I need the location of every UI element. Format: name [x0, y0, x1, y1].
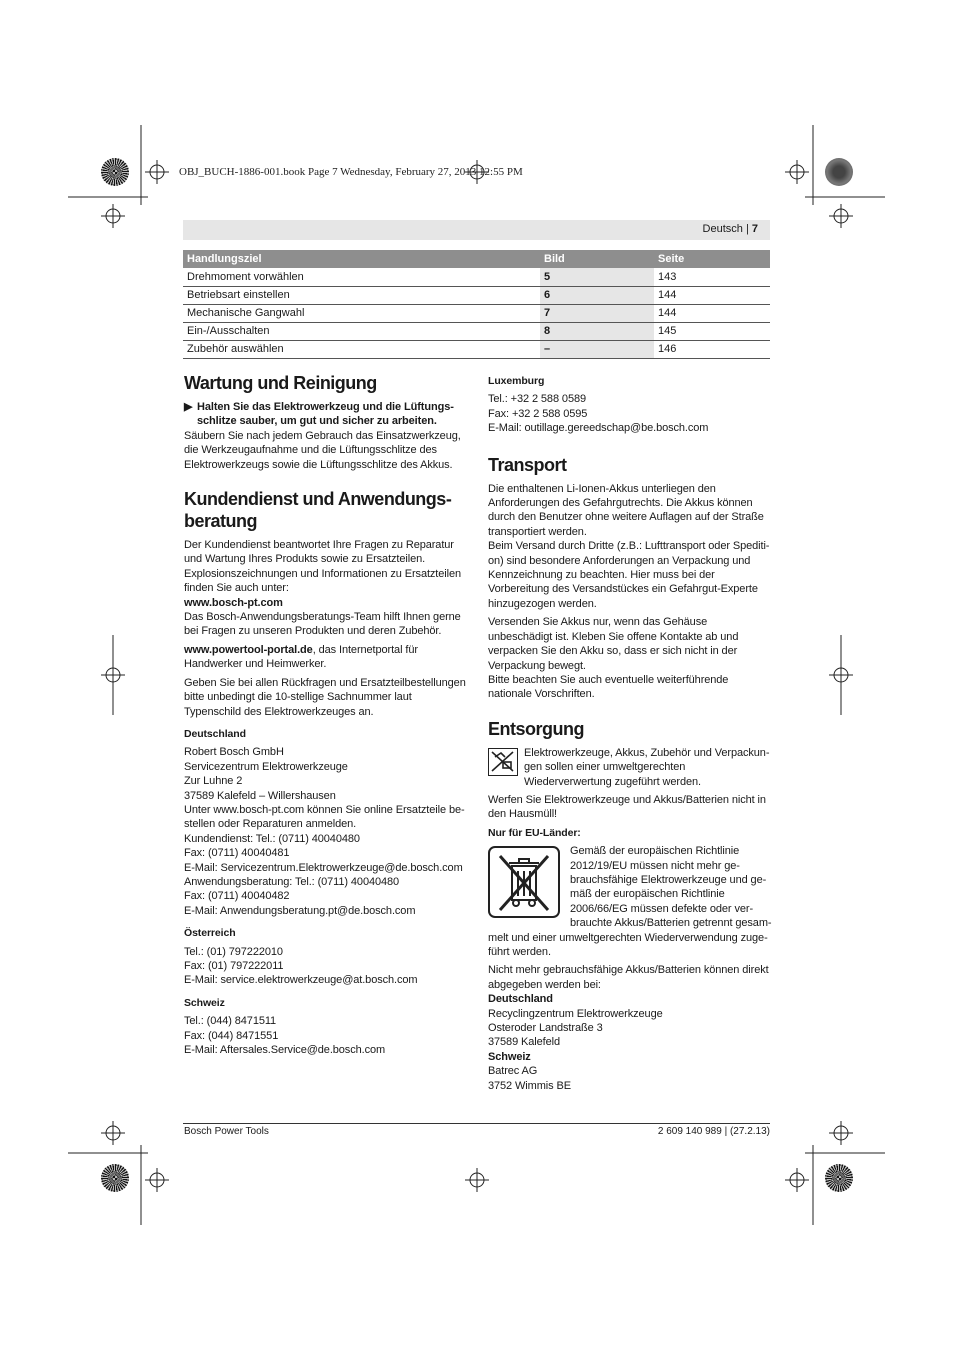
table-cell-page: 146	[654, 340, 770, 358]
footer-doc-number: 2 609 140 989 | (27.2.13)	[657, 1126, 770, 1137]
address-line: Batrec AG	[488, 1065, 538, 1078]
action-table	[183, 250, 770, 359]
address-line: Fax: +32 2 588 0595	[488, 407, 588, 420]
paragraph: Gemäß der europäischen Richtlinie 2012/19/EU müssen nicht mehr gebrauchsfähige Elektrowerkzeuge und gemäß der europäischen Richtlinie 2006/66/EG müssen defekte oder verbrauchte Akkus/Batterien getrennt gesammelt und einer umweltgerechten Wiederverwendung zugeführt werden.	[488, 845, 772, 958]
table-cell-figure: 8	[540, 322, 654, 340]
link-bosch-pt[interactable]: www.bosch-pt.com	[184, 596, 283, 609]
address-line: 37589 Kalefeld – Willershausen	[184, 789, 336, 802]
address-line: Tel.: (044) 8471511	[184, 1015, 277, 1028]
table-cell-page: 145	[654, 322, 770, 340]
section-title-disposal: Entsorgung	[488, 718, 584, 739]
table-cell-goal: Drehmoment vorwählen	[183, 268, 540, 286]
table-cell-page: 144	[654, 304, 770, 322]
address-line: Zur Luhne 2	[184, 775, 243, 788]
paragraph: Bitte beachten Sie auch eventuelle weiterführende nationale Vorschriften.	[488, 673, 729, 701]
address-line: 3752 Wimmis BE	[488, 1079, 571, 1092]
eu-notice	[488, 844, 772, 959]
address-line: 37589 Kalefeld	[488, 1036, 560, 1049]
table-header-cell: Bild	[540, 250, 654, 268]
table-cell-figure: 6	[540, 286, 654, 304]
triangle-right-icon: ▶	[184, 401, 193, 413]
table-row	[183, 268, 770, 286]
page-number: 7	[751, 223, 758, 235]
address-line: Fax: (01) 797222011	[184, 960, 284, 972]
address-line: E-Mail: Aftersales.Service@de.bosch.com	[184, 1044, 386, 1057]
address-line: E-Mail: outillage.gereedschap@be.bosch.com	[488, 422, 709, 435]
table-cell-page: 143	[654, 268, 770, 286]
paragraph: Der Kundendienst beantwortet Ihre Fragen zu Reparatur und Wartung Ihres Produkts sowie zu Ersatzteilen. Explosionszeichnungen und Informationen zu Ersatzteilen finden Sie auch unter:	[184, 539, 462, 595]
footer-divider	[183, 1123, 770, 1124]
table-cell-goal: Ein-/Ausschalten	[183, 322, 540, 340]
country-title-luxembourg: Luxemburg	[488, 375, 545, 387]
address-line: Kundendienst: Tel.: (0711) 40040480	[184, 832, 360, 845]
paragraph: Nicht mehr gebrauchsfähige Akkus/Batterien können direkt abgegeben werden bei:	[488, 964, 769, 991]
paragraph: Das Bosch-Anwendungsberatungs-Team hilft Ihnen gerne bei Fragen zu unseren Produkten und deren Zubehör.	[184, 611, 461, 638]
file-info: OBJ_BUCH-1886-001.book Page 7 Wednesday, February 27, 2013 12:55 PM	[179, 166, 523, 178]
table-row	[183, 304, 770, 322]
country-title-austria: Österreich	[184, 927, 236, 940]
table-cell-figure: 5	[540, 268, 654, 286]
table-header-row	[183, 250, 770, 268]
address-line: Fax: (0711) 40040482	[184, 890, 290, 903]
paragraph: Versenden Sie Akkus nur, wenn das Gehäuse unbeschädigt ist. Kleben Sie offene Kontakte ab und verpacken Sie den Akku so, dass er sich nicht in der Verpackung bewegt.	[488, 616, 739, 672]
address-line: Servicezentrum Elektrowerkzeuge	[184, 760, 348, 773]
address-line: Anwendungsberatung: Tel.: (0711) 40040480	[184, 875, 400, 888]
disposal-notice	[488, 746, 772, 793]
table-row	[183, 286, 770, 304]
address-line: Fax: (044) 8471551	[184, 1029, 279, 1042]
address-line: Osteroder Landstraße 3	[488, 1022, 603, 1035]
paragraph: Säubern Sie nach jedem Gebrauch das Einsatzwerkzeug, die Werkzeugaufnahme und die Lüftungsschlitze des Elektrowerkzeugs sowie die Lüftungsschlitze des Akkus.	[184, 429, 461, 471]
address-line: E-Mail: service.elektrowerkzeuge@at.bosch.com	[184, 974, 418, 987]
section-title-maintenance: Wartung und Reinigung	[184, 373, 377, 393]
page-header	[183, 220, 770, 240]
table-row	[183, 340, 770, 358]
paragraph: Elektrowerkzeuge, Akkus, Zubehör und Verpackungen sollen einer umweltgerechten Wiederverwertung zugeführt werden.	[524, 746, 770, 788]
table-header-cell: Seite	[654, 250, 770, 268]
paragraph: Beim Versand durch Dritte (z.B.: Lufttransport oder Spedition) sind besondere Anforderungen an Verpackung und Kennzeichnung zu beachten. Hier muss bei der Vorbereitung des Versandstückes ein Gefahrgut-Experte hinzugezogen werden.	[488, 540, 770, 610]
country-title-switzerland: Schweiz	[184, 996, 225, 1009]
paragraph	[184, 643, 466, 672]
country-title-germany: Deutschland	[184, 727, 246, 740]
recycler-title-switzerland: Schweiz	[488, 1050, 531, 1063]
left-column	[184, 372, 466, 1057]
table-cell-page: 144	[654, 286, 770, 304]
page-header-label: Deutsch | 7	[702, 223, 758, 235]
address-line: Robert Bosch GmbH	[184, 746, 284, 759]
crossed-bin-icon	[488, 846, 560, 918]
paragraph: Geben Sie bei allen Rückfragen und Ersatzteilbestellungen bitte unbedingt die 10-stellige Sachnummer laut Typenschild des Elektrowerkzeuges an.	[184, 676, 466, 718]
section-title-transport: Transport	[488, 454, 567, 475]
table-header-cell: Handlungsziel	[183, 250, 540, 268]
paragraph-text: , das Internetportal für Handwerker und Heimwerker.	[184, 643, 418, 671]
warning-bullet	[184, 400, 466, 429]
section-title-service: Kundendienst und Anwendungsberatung	[184, 489, 452, 532]
language-label: Deutsch	[702, 223, 743, 235]
link-powertool-portal[interactable]: www.powertool-portal.de	[184, 643, 313, 656]
table-row	[183, 322, 770, 340]
address-line: Tel.: +32 2 588 0589	[488, 393, 586, 406]
paragraph: Werfen Sie Elektrowerkzeuge und Akkus/Batterien nicht in den Hausmüll!	[488, 793, 766, 821]
right-column	[488, 372, 772, 1093]
recycler-title-germany: Deutschland	[488, 993, 553, 1006]
table-cell-goal: Betriebsart einstellen	[183, 286, 540, 304]
address-line: E-Mail: Servicezentrum.Elektrowerkzeuge@de.bosch.com	[184, 861, 463, 874]
address-line: Recyclingzentrum Elektrowerkzeuge	[488, 1007, 663, 1020]
address-line: Unter www.bosch-pt.com können Sie online Ersatzteile bestellen oder Reparaturen anmelden.	[184, 803, 465, 831]
footer-brand: Bosch Power Tools	[184, 1126, 269, 1137]
warning-text: Halten Sie das Elektrowerkzeug und die Lüftungsschlitze sauber, um gut und sicher zu arbeiten.	[197, 401, 454, 428]
table-cell-figure: 7	[540, 304, 654, 322]
table-cell-goal: Mechanische Gangwahl	[183, 304, 540, 322]
table-cell-figure: –	[540, 340, 654, 358]
eu-title: Nur für EU-Länder:	[488, 826, 581, 839]
address-line: E-Mail: Anwendungsberatung.pt@de.bosch.com	[184, 904, 416, 917]
address-line: Fax: (0711) 40040481	[184, 847, 290, 860]
table-cell-goal: Zubehör auswählen	[183, 340, 540, 358]
recycle-tool-icon	[488, 748, 518, 776]
address-line: Tel.: (01) 797222010	[184, 945, 283, 958]
paragraph: Die enthaltenen Li-Ionen-Akkus unterliegen den Anforderungen des Gefahrgutrechts. Die Akkus können durch den Benutzer ohne weitere Auflagen auf der Straße transportiert werden.	[488, 482, 764, 538]
